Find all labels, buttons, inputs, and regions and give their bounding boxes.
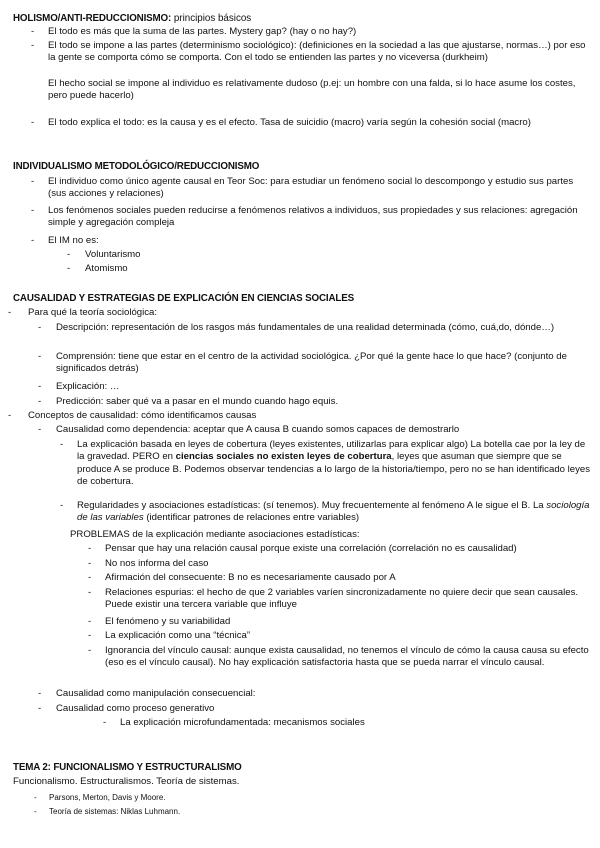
holismo-title-rest: principios básicos: [171, 13, 252, 24]
holismo-title: HOLISMO/ANTI-REDUCCIONISMO:: [13, 13, 172, 24]
tema2-subtitle: Funcionalismo. Estructuralismos. Teoría de sistemas.: [13, 776, 240, 787]
holismo-heading: [13, 13, 251, 25]
causalidad-heading: [13, 293, 354, 305]
problemas-heading: PROBLEMAS de la explicación mediante asociaciones estadísticas:: [70, 529, 360, 540]
document-page: HOLISMO/ANTI-REDUCCIONISMO: principios básicos - El todo es más que la suma de las partes. Mystery gap? (hay o no hay?) - El todo se impone a las partes (determinismo sociológico): (definiciones en la sociedad a las que ajustarse, normas…) por eso la gente se comporta cómo se comporta. Con el todo se entienden las partes y no viceversa (durkheim) El hecho social se impone al individuo es relativamente dudoso (p.ej: un hombre con una falda, si lo hace asume los costes, pero puede hacerlo) - El todo explica el todo: es la causa y es el efecto. Tasa de suicidio (macro) varía según la cohesión social (macro) INDIVIDUALISMO METODOLÓGICO/REDUCCIONISMO - El individuo como único agente causal en Teor Soc: para estudiar un fenómeno social lo descompongo y estudio sus partes (sus acciones y relaciones) - Los fenómenos sociales pueden reducirse a fenómenos relativos a individuos, sus propiedades y sus relaciones: agregación simple y agregación compleja - El IM no es: - Voluntarismo - Atomismo CAUSALIDAD Y ESTRATEGIAS DE EXPLICACIÓN EN CIENCIAS SOCIALES - Para qué la teoría sociológica: - Descripción: representación de los rasgos más fundamentales de una realidad determinada (cómo, cuá,do, dónde…) - Comprensión: tiene que estar en el centro de la actividad sociológica. ¿Por qué la gente hace lo que hace? (conjunto de significados detrás) - Explicación: … - Predicción: saber qué va a pasar en el mundo cuando hago equis. - Conceptos de causalidad: cómo identificamos causas - Causalidad como dependencia: aceptar que A causa B cuando somos capaces de demostrarlo - La explicación basada en leyes de cobertura (leyes existentes, utilizarlas para explicar algo) La botella cae por la ley de la gravedad. PERO en ciencias sociales no existen leyes de cobertura, leyes que asuman que siempre que se produce A se produce B. Podemos observar tendencias a lo largo de la historia/tiempo, pero no se han identificado leyes de cobertura. - Regularidades y asociaciones estadísticas: (sí tenemos). Muy frecuentemente al fenómeno A le sigue el B. La sociología de las variables (identificar patrones de relaciones entre variables) PROBLEMAS de la explicación mediante asociaciones estadísticas: - Pensar que hay una relación causal porque existe una correlación (correlación no es causalidad) - No nos informa del caso - Afirmación del consecuente: B no es necesariamente causado por A - Relaciones espurias: el hecho de que 2 variables varíen sincronizadamente no quiere decir que sean causales. Puede existir una tercera variable que influye - El fenómeno y su variabilidad - La explicación como una “técnica” - Ignorancia del vínculo causal: aunque exista causalidad, no tenemos el vínculo de cómo la causa causa su efecto (eso es el vínculo causal). No hay explicación satisfactoria hasta que se pueda narrar el vínculo causal. - Causalidad como manipulación consecuencial: - Causalidad como proceso generativo - La explicación microfundamentada: mecanismos sociales TEMA 2: FUNCIONALISMO Y ESTRUCTURALISMO Funcionalismo. Estructuralismos. Teoría de sistemas. - Parsons, Merton, Davis y Moore. - Teoría de sistemas: Niklas Luhmann.: [8, 13, 591, 816]
individualismo-heading: [13, 161, 259, 173]
causalidad-title: CAUSALIDAD Y ESTRATEGIAS DE EXPLICACIÓN EN CIENCIAS SOCIALES: [13, 293, 355, 304]
tema2-title: TEMA 2: FUNCIONALISMO Y ESTRUCTURALISMO: [13, 762, 242, 773]
tema2-heading: [13, 762, 242, 774]
individualismo-title: INDIVIDUALISMO METODOLÓGICO/REDUCCIONISMO: [13, 161, 260, 172]
